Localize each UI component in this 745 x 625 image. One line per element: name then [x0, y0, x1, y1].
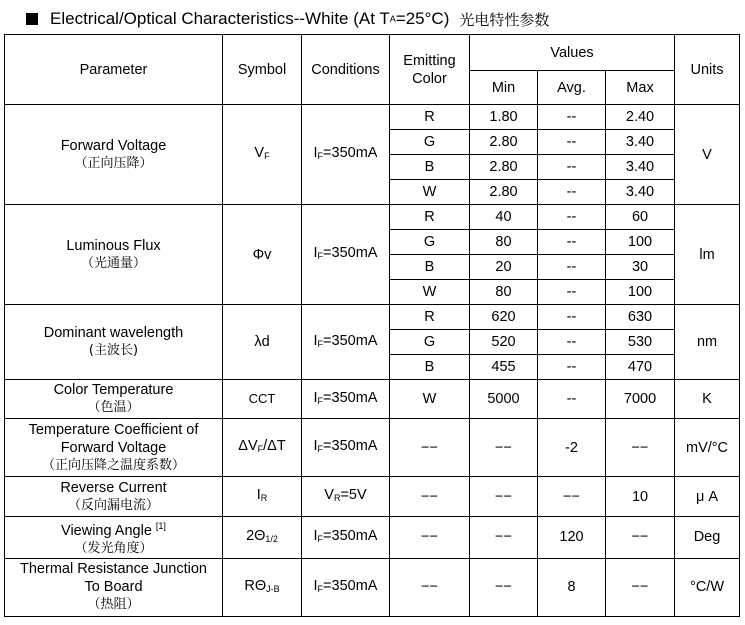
max-cell: −− [606, 419, 675, 477]
param-name: Reverse Current [60, 479, 167, 496]
table-row [5, 558, 740, 616]
cond-pre: I [313, 438, 318, 454]
max-cell: 10 [606, 477, 675, 517]
param-name: Dominant wavelength [43, 325, 184, 341]
avg-cell: -- [538, 105, 606, 130]
symbol-cell: λd [223, 305, 302, 380]
color-cell: −− [390, 558, 470, 616]
condition-cell [302, 477, 390, 517]
color-cell: W [390, 180, 470, 205]
title-after: =25°C) [395, 9, 450, 28]
color-cell: R [390, 305, 470, 330]
param-luminous-flux [5, 205, 223, 305]
param-temp-coefficient [5, 419, 223, 477]
param-cn: （反向漏电流） [67, 497, 159, 513]
condition-cell [302, 305, 390, 380]
min-cell: −− [470, 517, 538, 559]
header-avg: Avg. [538, 71, 606, 105]
units-cell: Deg [675, 517, 740, 559]
table-row [5, 305, 740, 330]
units-cell: nm [675, 305, 740, 380]
symbol-main: V [254, 145, 265, 161]
units-cell: μ A [675, 477, 740, 517]
cond-sub: F [317, 583, 324, 594]
cond-sub: F [317, 251, 324, 261]
cond-post: =350mA [323, 577, 378, 594]
min-cell: 5000 [470, 380, 538, 419]
min-cell: 620 [470, 305, 538, 330]
cond-pre: I [313, 577, 318, 594]
max-cell: 3.40 [606, 155, 675, 180]
min-cell: 2.80 [470, 130, 538, 155]
param-name: Color Temperature [53, 382, 174, 398]
symbol-sub: J-B [266, 583, 280, 594]
param-name-wrap [5, 517, 222, 540]
cond-pre: V [324, 487, 334, 503]
title-cn: 光电特性参数 [459, 10, 550, 29]
max-cell: 3.40 [606, 180, 675, 205]
symbol-main: ΔV [238, 438, 258, 454]
avg-cell: -- [538, 230, 606, 255]
cond-pre: I [313, 389, 318, 406]
param-name-line2: Forward Voltage [60, 439, 167, 456]
condition-cell [302, 380, 390, 419]
header-parameter: Parameter [5, 35, 223, 105]
min-cell: 2.80 [470, 155, 538, 180]
avg-cell: -- [538, 155, 606, 180]
avg-cell: 120 [538, 517, 606, 559]
section-title [26, 6, 549, 32]
param-reverse-current [5, 477, 223, 517]
max-cell: 470 [606, 355, 675, 380]
max-cell: −− [606, 517, 675, 559]
param-cn: （光通量） [80, 255, 146, 271]
table-row [5, 380, 740, 419]
avg-cell: -2 [538, 419, 606, 477]
param-name: Viewing Angle [61, 522, 152, 539]
param-cn: (主波长) [88, 343, 139, 358]
cond-pre: I [313, 245, 318, 261]
cond-pre: I [313, 527, 318, 544]
avg-cell: -- [538, 255, 606, 280]
table-row [5, 419, 740, 477]
color-cell: B [390, 355, 470, 380]
max-cell: 3.40 [606, 130, 675, 155]
footnote-ref: [1] [155, 521, 166, 531]
color-cell: B [390, 155, 470, 180]
avg-cell: -- [538, 355, 606, 380]
color-cell: G [390, 130, 470, 155]
symbol-sub: R [260, 493, 268, 503]
param-cn: （色温） [87, 400, 140, 415]
symbol-cell [223, 105, 302, 205]
avg-cell: -- [538, 380, 606, 419]
min-cell: 20 [470, 255, 538, 280]
max-cell: 100 [606, 230, 675, 255]
param-forward-voltage [5, 105, 223, 205]
color-cell: R [390, 205, 470, 230]
cond-post: =350mA [323, 389, 378, 406]
color-cell: B [390, 255, 470, 280]
param-name-line2: To Board [84, 579, 143, 596]
color-cell: R [390, 105, 470, 130]
cond-pre: I [313, 145, 318, 161]
cond-post: =350mA [323, 527, 378, 544]
avg-cell: -- [538, 205, 606, 230]
units-cell: mV/°C [675, 419, 740, 477]
param-name-line1: Temperature Coefficient of [28, 421, 199, 438]
max-cell: −− [606, 558, 675, 616]
units-cell: V [675, 105, 740, 205]
symbol-cell [223, 477, 302, 517]
max-cell: 7000 [606, 380, 675, 419]
symbol-cell [223, 558, 302, 616]
param-name: Forward Voltage [60, 137, 167, 154]
cond-pre: I [313, 332, 318, 349]
condition-cell [302, 558, 390, 616]
cond-post: =350mA [323, 332, 378, 349]
min-cell: 80 [470, 230, 538, 255]
param-cn: （热阻） [87, 597, 140, 613]
avg-cell: -- [538, 280, 606, 305]
condition-cell [302, 517, 390, 559]
color-cell: −− [390, 517, 470, 559]
header-symbol: Symbol [223, 35, 302, 105]
symbol-main: 2Θ [246, 527, 266, 544]
param-thermal-resistance [5, 558, 223, 616]
min-cell: −− [470, 558, 538, 616]
color-cell: G [390, 230, 470, 255]
header-conditions: Conditions [302, 35, 390, 105]
param-viewing-angle [5, 517, 223, 559]
symbol-sub: F [257, 444, 264, 454]
avg-cell: −− [538, 477, 606, 517]
condition-cell [302, 205, 390, 305]
units-cell: K [675, 380, 740, 419]
symbol-cell: CCT [223, 380, 302, 419]
table-row [5, 477, 740, 517]
max-cell: 60 [606, 205, 675, 230]
max-cell: 530 [606, 330, 675, 355]
symbol-sub: F [264, 151, 270, 161]
cond-post: =350mA [323, 145, 378, 161]
header-min: Min [470, 71, 538, 105]
cond-post: =5V [340, 487, 367, 503]
param-cn: （正向压降） [74, 155, 153, 171]
cond-sub: F [317, 338, 324, 349]
black-square-bullet-icon [26, 13, 38, 25]
color-cell: W [390, 280, 470, 305]
avg-cell: -- [538, 330, 606, 355]
header-row [5, 35, 740, 71]
cond-post: =350mA [323, 438, 378, 454]
table-row [5, 105, 740, 130]
min-cell: 2.80 [470, 180, 538, 205]
avg-cell: -- [538, 130, 606, 155]
avg-cell: -- [538, 180, 606, 205]
min-cell: 1.80 [470, 105, 538, 130]
cond-sub: R [333, 493, 341, 503]
avg-cell: 8 [538, 558, 606, 616]
symbol-main: I [256, 487, 261, 503]
param-dominant-wavelength [5, 305, 223, 380]
min-cell: 455 [470, 355, 538, 380]
symbol-cell [223, 517, 302, 559]
symbol-sub: 1/2 [265, 533, 278, 544]
symbol-cell [223, 419, 302, 477]
table-row [5, 205, 740, 230]
table-row [5, 517, 740, 559]
symbol-cell: Φv [223, 205, 302, 305]
cond-sub: F [317, 444, 324, 454]
avg-cell: -- [538, 305, 606, 330]
cond-sub: F [317, 533, 324, 544]
param-name: Luminous Flux [66, 237, 161, 254]
param-color-temperature [5, 380, 223, 419]
max-cell: 2.40 [606, 105, 675, 130]
color-cell: G [390, 330, 470, 355]
min-cell: 520 [470, 330, 538, 355]
color-cell: −− [390, 419, 470, 477]
units-cell: lm [675, 205, 740, 305]
header-emitting-color: Emitting Color [390, 35, 470, 105]
min-cell: −− [470, 477, 538, 517]
param-cn: （发光角度） [74, 540, 153, 556]
title-text: Electrical/Optical Characteristics--White (At T [50, 9, 390, 28]
cond-post: =350mA [323, 245, 378, 261]
cond-sub: F [317, 151, 324, 161]
cond-sub: F [317, 395, 324, 406]
header-max: Max [606, 71, 675, 105]
min-cell: −− [470, 419, 538, 477]
param-cn: （正向压降之温度系数） [41, 457, 185, 473]
max-cell: 100 [606, 280, 675, 305]
header-units: Units [675, 35, 740, 105]
condition-cell [302, 419, 390, 477]
header-values: Values [470, 35, 675, 71]
color-cell: −− [390, 477, 470, 517]
min-cell: 40 [470, 205, 538, 230]
title-sub: A [389, 14, 396, 24]
max-cell: 30 [606, 255, 675, 280]
max-cell: 630 [606, 305, 675, 330]
param-name-line1: Thermal Resistance Junction [20, 561, 207, 578]
units-cell: °C/W [675, 558, 740, 616]
symbol-post: /ΔT [263, 438, 286, 454]
min-cell: 80 [470, 280, 538, 305]
condition-cell [302, 105, 390, 205]
symbol-main: RΘ [244, 577, 267, 594]
characteristics-table [4, 34, 740, 617]
color-cell: W [390, 380, 470, 419]
